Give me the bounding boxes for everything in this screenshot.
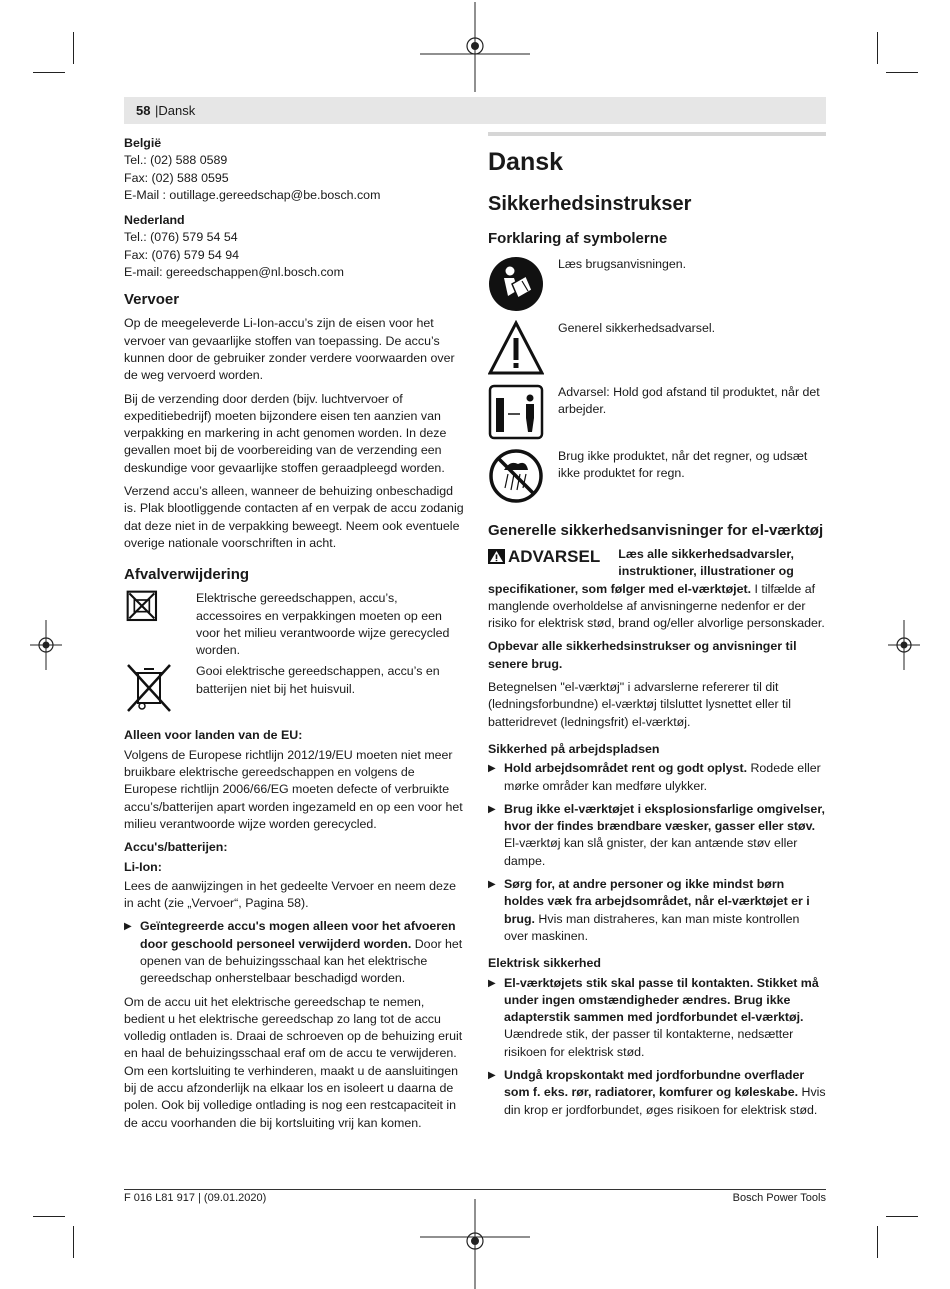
bullet-item [488,801,826,870]
symbol-text: Læs brugsanvisningen. [558,257,687,271]
contact-email: E-mail: gereedschappen@nl.bosch.com [124,265,344,280]
registration-mark-icon [420,1199,530,1289]
warning-badge-icon [488,549,505,564]
warning-triangle-icon [488,320,544,376]
bullet-bold: Sørg for, at andre personer og ikke mindst børn holdes væk fra arbejdsområdet, når el-værktøjet er i brug. [504,877,810,926]
symbol-text: Advarsel: Hold god afstand til produktet, når det arbejder. [558,385,820,417]
contact-belgie [124,135,464,204]
subsection-title: Alleen voor landen van de EU: [124,728,303,743]
paragraph: Om de accu uit het elektrische gereedschap te nemen, bedient u het elektrische gereedschap zo lang tot de accu volledig ontladen is. Draai de schroeven op de behuizing eruit en haal de behuizingsschaal eraf om de accu te verwijderen. [124,994,463,1061]
contact-email: E-Mail : outillage.gereedschap@be.bosch.com [124,187,381,202]
footer-rule [124,1189,826,1190]
subsection-title: Li-Ion: [124,859,162,874]
advarsel-label: ADVARSEL [508,547,601,566]
symbol-text: Generel sikkerhedsadvarsel. [558,321,716,335]
paragraph: Elektrische gereedschappen, accu’s, accessoires en verpakkingen moeten op een voor het milieu verantwoorde wijze gerecycled worden. [196,591,450,658]
paragraph: Bij de verzending door derden (bijv. luchtvervoer of expeditiebedrijf) moeten bijzondere eisen ten aanzien van verpakking en markering in acht genomen worden. In deze gevallen moet bij de voorbereiding van de verzending een deskundige voor gevaarlijke stoffen geraadpleegd worden. [124,391,447,475]
advarsel-block [488,546,826,632]
bullet-text: Uændrede stik, der passer til kontakterne, nedsætter risikoen for elektrisk stød. [504,1027,794,1059]
advarsel-bold: Læs alle sikkerhedsadvarsler, instruktioner, illustrationer og specifikationer, som følger med el-værktøjet. [488,547,794,596]
bullet-item [488,1067,826,1119]
country-name: Nederland [124,213,185,228]
left-column [124,135,464,1138]
header-section-label: Dansk [158,103,196,118]
paragraph: Betegnelsen "el-værktøj" i advarslerne refererer til dit (ledningsforbundne) el-værktøj tilsluttet lysnettet eller til batteridrevet (ledningsfrit) el-værktøj. [488,680,792,729]
page-header-bar [124,97,826,124]
contact-tel: Tel.: (02) 588 0589 [124,153,228,168]
symbol-row [488,384,826,440]
symbol-row [488,320,826,376]
contact-tel: Tel.: (076) 579 54 54 [124,230,238,245]
contact-fax: Fax: (076) 579 54 94 [124,247,240,262]
bullet-text: El-værktøj kan slå gnister, der kan antænde støv eller dampe. [504,836,798,868]
bullet-bold: Brug ikke el-værktøjet i eksplosionsfarlige omgivelser, hvor der findes brændbare væsker, gasser eller støv. [504,801,825,834]
recycle-no-bin-icon [126,590,166,630]
language-title: Dansk [488,148,564,176]
section-title-afval: Afvalverwijdering [124,566,250,584]
paragraph: Gooi elektrische gereedschappen, accu’s en batterijen niet bij het huisvuil. [196,664,440,696]
bullet-bold: Undgå kropskontakt med jordforbundne overflader som f. eks. rør, radiatorer, komfurer og køleskabe. [504,1068,805,1100]
registration-mark-icon [888,620,920,670]
country-name: België [124,136,162,150]
paragraph: Om een kortsluiting te verhinderen, maakt u de aansluitingen bij de accu afzonderlijk na elkaar los en isoleert u daarna de polen. Ook bij volledige ontlading is nog een restcapaciteit in de accu voorhanden die bij kortsluiting vrij kan komen. [124,1063,459,1130]
bullet-item [488,876,826,945]
paragraph: Op de meegeleverde Li-Ion-accu’s zijn de eisen voor het vervoer van gevaarlijke stoffen van toepassing. De accu’s kunnen door de gebruiker zonder verdere voorwaarden over de weg vervoerd worden. [124,316,455,383]
paragraph: Verzend accu’s alleen, wanneer de behuizing onbeschadigd is. Plak blootliggende contacten af en verpak de accu zodanig dat deze niet in de verpakking beweegt. Neem ook eventuele overige nationale voorschriften in acht. [124,484,464,550]
contact-nederland [124,212,464,281]
bullet-text: Door het openen van de behuizingsschaal kan het elektrische gereedschap onherstelbaar beschadigd worden. [140,936,463,986]
symbol-text: Brug ikke produktet, når det regner, og udsæt ikke produktet for regn. [558,449,808,481]
bullet-bold: Hold arbejdsområdet rent og godt oplyst. [504,761,748,776]
general-safety-title: Generelle sikkerhedsanvisninger for el-værktøj [488,522,824,539]
symbol-row [488,448,826,504]
bullet-bold: Geïntegreerde accu's mogen alleen voor het afvoeren door geschoold personeel verwijderd worden. [140,919,456,951]
advarsel-badge [488,548,600,565]
bullet-text: Rodede eller mørke områder kan medføre ulykker. [504,761,821,793]
crossed-bin-icon [126,663,174,715]
section-rule [488,132,826,136]
advarsel-text: I tilfælde af manglende overholdelse af anvisningerne nedenfor er der risiko for elektrisk stød, brand og/eller alvorlige personskader. [488,581,825,631]
contact-fax: Fax: (02) 588 0595 [124,170,229,185]
section-title-vervoer: Vervoer [124,291,180,309]
symbol-row [488,256,826,312]
registration-mark-icon [420,2,530,92]
right-column [488,132,826,1125]
footer-brand: Bosch Power Tools [732,1192,826,1204]
page-section [155,103,195,118]
bullet-bold: El-værktøjets stik skal passe til kontakten. Stikket må under ingen omstændigheder ændres. Brug ikke adapterstik sammen med jordforbundet el-værktøj. [504,975,819,1025]
paragraph: Volgens de Europese richtlijn 2012/19/EU moeten niet meer bruikbare elektrische gereedschappen en volgens de Europese richtlijn 2006/66/EG moeten defecte of verbruikte accu’s/batterijen apart worden ingezameld en op een voor het milieu verantwoorde wijze worden gerecycled. [124,747,463,831]
subsection-title: Elektrisk sikkerhed [488,956,601,971]
disposal-row [124,663,464,715]
keep-distance-icon [488,384,544,440]
disposal-row [124,590,464,659]
bullet-text: Hvis din krop er jordforbundet, øges risikoen for elektrisk stød. [504,1085,826,1117]
bullet-item [488,760,826,795]
safety-title: Sikkerhedsinstrukser [488,193,692,215]
page-number: 58 [136,103,151,118]
bullet-text: Hvis man distraheres, kan man miste kontrollen over maskinen. [504,911,800,943]
bullet-item [488,975,826,1061]
footer-doc-ref: F 016 L81 917 | (09.01.2020) [124,1192,267,1204]
bullet-item [124,918,464,987]
keep-instructions: Opbevar alle sikkerhedsinstrukser og anvisninger til senere brug. [488,639,797,671]
paragraph: Lees de aanwijzingen in het gedeelte Vervoer en neem deze in acht (zie „Vervoer“, Pagina 58). [124,878,457,911]
registration-mark-icon [30,620,62,670]
symbols-title: Forklaring af symbolerne [488,230,668,247]
header-separator: | [155,103,159,118]
manual-icon [488,256,544,312]
no-rain-icon [488,448,544,504]
subsection-title: Accu's/batterijen: [124,840,228,855]
subsection-title: Sikkerhed på arbejdspladsen [488,741,660,756]
